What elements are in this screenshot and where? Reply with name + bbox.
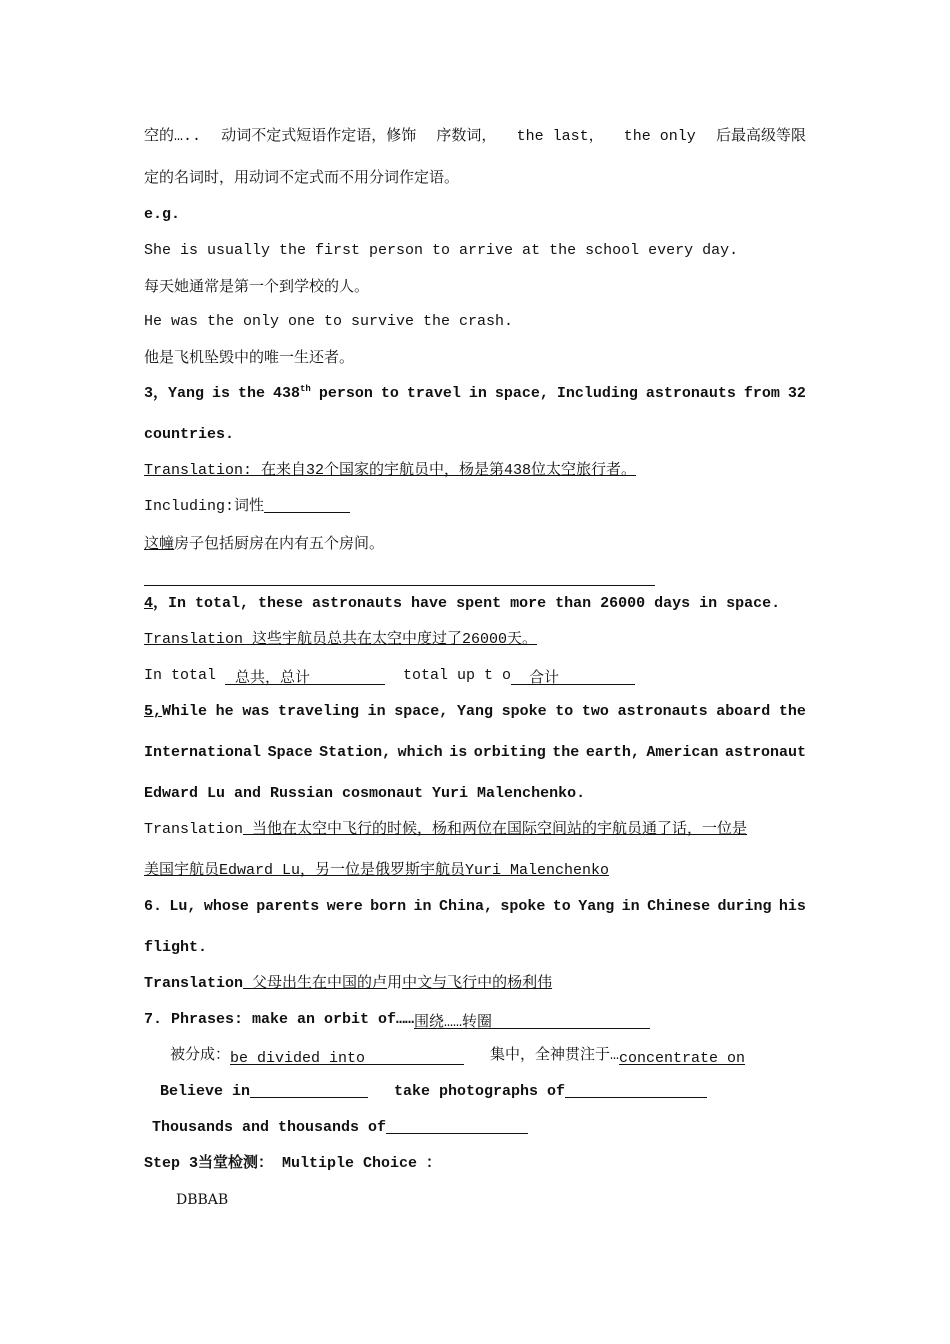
word: to [555, 703, 574, 720]
word: Including [556, 385, 638, 402]
word: to [552, 898, 571, 915]
word: traveling [277, 703, 359, 720]
including-pos-line [144, 497, 350, 517]
word-text: While [162, 703, 208, 720]
sentence-5-line-3: Edward Lu and Russian cosmonaut Yuri Malenchenko. [144, 785, 586, 802]
word: from [743, 385, 780, 402]
step-3-heading [144, 1154, 441, 1174]
translation-label: Translation [144, 975, 244, 992]
word: parents [256, 898, 320, 915]
word: which [397, 744, 443, 761]
word: is [449, 744, 468, 761]
word: Yang [578, 898, 615, 915]
word: two [581, 703, 609, 720]
step-subtitle: Multiple Choice ： [273, 1155, 442, 1172]
word: is [212, 385, 231, 402]
ordinal-suffix: th [300, 384, 311, 394]
word: whose [203, 898, 249, 915]
word: orbiting [473, 744, 546, 761]
blank-field[interactable] [250, 1082, 368, 1098]
rule-line-2: 定的名词时，用动词不定式而不用分词作定语。 [144, 170, 460, 187]
word: Yang [456, 703, 493, 720]
word: astronauts [617, 703, 708, 720]
sentence-3-translation: Translation: 在来自32个国家的宇航员中，杨是第438位太空旅行者。 [144, 462, 637, 479]
sentence-5-translation-2: 美国宇航员Edward Lu，另一位是俄罗斯宇航员Yuri Malenchenko [144, 862, 610, 879]
phrase-label: Thousands and thousands of [152, 1119, 387, 1136]
translation-text: 中文与飞行中的杨利伟 [402, 975, 553, 992]
including-label: Including:词性 [144, 498, 265, 515]
phrases-line-2 [170, 1046, 745, 1066]
word: Space [267, 744, 313, 761]
phrase-label: 被分成： [170, 1047, 231, 1064]
word: he [215, 703, 234, 720]
answer-text: 合计 [529, 670, 560, 687]
rule-text: the only [623, 128, 696, 145]
answer-field[interactable] [225, 669, 385, 685]
word: 32 [787, 385, 806, 402]
sentence-3-line-2: countries. [144, 426, 235, 443]
word: the [552, 744, 580, 761]
word: was [242, 703, 270, 720]
answer-field[interactable] [511, 669, 635, 685]
word: travel [406, 385, 461, 402]
phrase-label: In total [144, 667, 226, 684]
word: astronauts [645, 385, 736, 402]
blank-field[interactable] [386, 1118, 528, 1134]
sentence-number: 5, [144, 703, 163, 720]
blank-field[interactable] [565, 1082, 707, 1098]
example-1-cn: 每天她通常是第一个到学校的人。 [144, 277, 370, 295]
translation-text: 用 [387, 975, 403, 992]
house-sentence [144, 533, 384, 553]
word: in [621, 898, 640, 915]
phrase-label: take photographs of [394, 1083, 566, 1100]
answer-text: be divided into [230, 1050, 366, 1067]
word: space, [494, 385, 549, 402]
word: were [326, 898, 363, 915]
word: during [717, 898, 772, 915]
word: in [468, 385, 487, 402]
sentence-6-line-1 [144, 897, 806, 917]
word: 6. [144, 898, 163, 915]
phrases-label: 7. Phrases: make an orbit of…… [144, 1011, 415, 1028]
sentence-text: ，In total, these astronauts have spent more than 26000 days in space. [153, 595, 781, 612]
word: China, [438, 898, 493, 915]
sentence-3-line-1 [144, 384, 806, 404]
phrase-label: total up t o [403, 667, 512, 684]
word: 3，Yang [144, 385, 205, 402]
sentence-6-translation [144, 974, 552, 994]
phrases-line-1 [144, 1010, 650, 1030]
word: spoke [501, 703, 547, 720]
in-total-line [144, 666, 635, 686]
answer-text: 围绕……转圈 [414, 1014, 493, 1031]
translation-text: 当他在太空中飞行的时候，杨和两位在国际空间站的宇航员通了话，一位是 [243, 821, 748, 838]
sentence-4-translation: Translation 这些宇航员总共在太空中度过了26000天。 [144, 631, 538, 648]
ordinal [273, 384, 311, 404]
rule-text: 后最高级等限 [715, 128, 806, 145]
sentence-5-line-1 [144, 702, 806, 722]
word: Lu, [169, 898, 197, 915]
answer-field[interactable] [230, 1049, 464, 1065]
word: International [144, 744, 262, 761]
answer-field[interactable] [414, 1013, 650, 1029]
word: Chinese [647, 898, 711, 915]
example-1-en: She is usually the first person to arrive at the school every day. [144, 242, 739, 259]
phrase-label: 集中，全神贯注于… [490, 1047, 620, 1064]
sentence-5-translation-1 [144, 820, 747, 840]
translation-label: Translation [144, 821, 244, 838]
sentence-6-line-2: flight. [144, 939, 208, 956]
rule-text: the last， [516, 128, 604, 145]
phrases-line-4 [152, 1118, 528, 1138]
step-title: 当堂检测： [198, 1155, 274, 1172]
sentence-5-line-2 [144, 743, 806, 763]
rule-text: 动词不定式短语作定语，修饰 [221, 128, 417, 145]
word: the [778, 703, 806, 720]
phrase-label: Believe in [160, 1083, 251, 1100]
answer-line[interactable] [144, 585, 655, 586]
word: earth, [585, 744, 640, 761]
word [144, 702, 207, 722]
rule-text: 序数词， [436, 128, 497, 145]
blank-field[interactable] [264, 497, 350, 513]
word: in [413, 898, 432, 915]
rule-text: 空的….. [144, 128, 202, 145]
answer-text: concentrate on [619, 1050, 746, 1067]
step-label: Step 3 [144, 1155, 199, 1172]
word: space, [394, 703, 449, 720]
house-word: 这幢 [144, 534, 175, 552]
word: in [367, 703, 386, 720]
sentence-number: 4 [144, 595, 154, 612]
ordinal-number: 438 [273, 385, 301, 402]
word: to [380, 385, 399, 402]
word: astronaut [724, 744, 806, 761]
rule-line-1 [144, 127, 806, 147]
sentence-4 [144, 594, 780, 614]
phrases-line-3 [160, 1082, 707, 1102]
word: Station, [319, 744, 392, 761]
step-3-answers: DBBAB [176, 1192, 229, 1208]
word: spoke [500, 898, 546, 915]
example-2-cn: 他是飞机坠毁中的唯一生还者。 [144, 348, 355, 366]
word: aboard [716, 703, 771, 720]
word: born [370, 898, 407, 915]
word: his [778, 898, 806, 915]
translation-text: 父母出生在中国的卢 [243, 975, 388, 992]
word: person [318, 385, 373, 402]
word: American [646, 744, 719, 761]
answer-field[interactable] [619, 1049, 745, 1065]
example-2-en: He was the only one to survive the crash. [144, 313, 514, 330]
eg-label: e.g. [144, 206, 181, 223]
answer-text: 总共，总计 [235, 670, 311, 687]
house-text: 房子包括厨房在内有五个房间。 [174, 534, 385, 552]
word: the [238, 385, 266, 402]
